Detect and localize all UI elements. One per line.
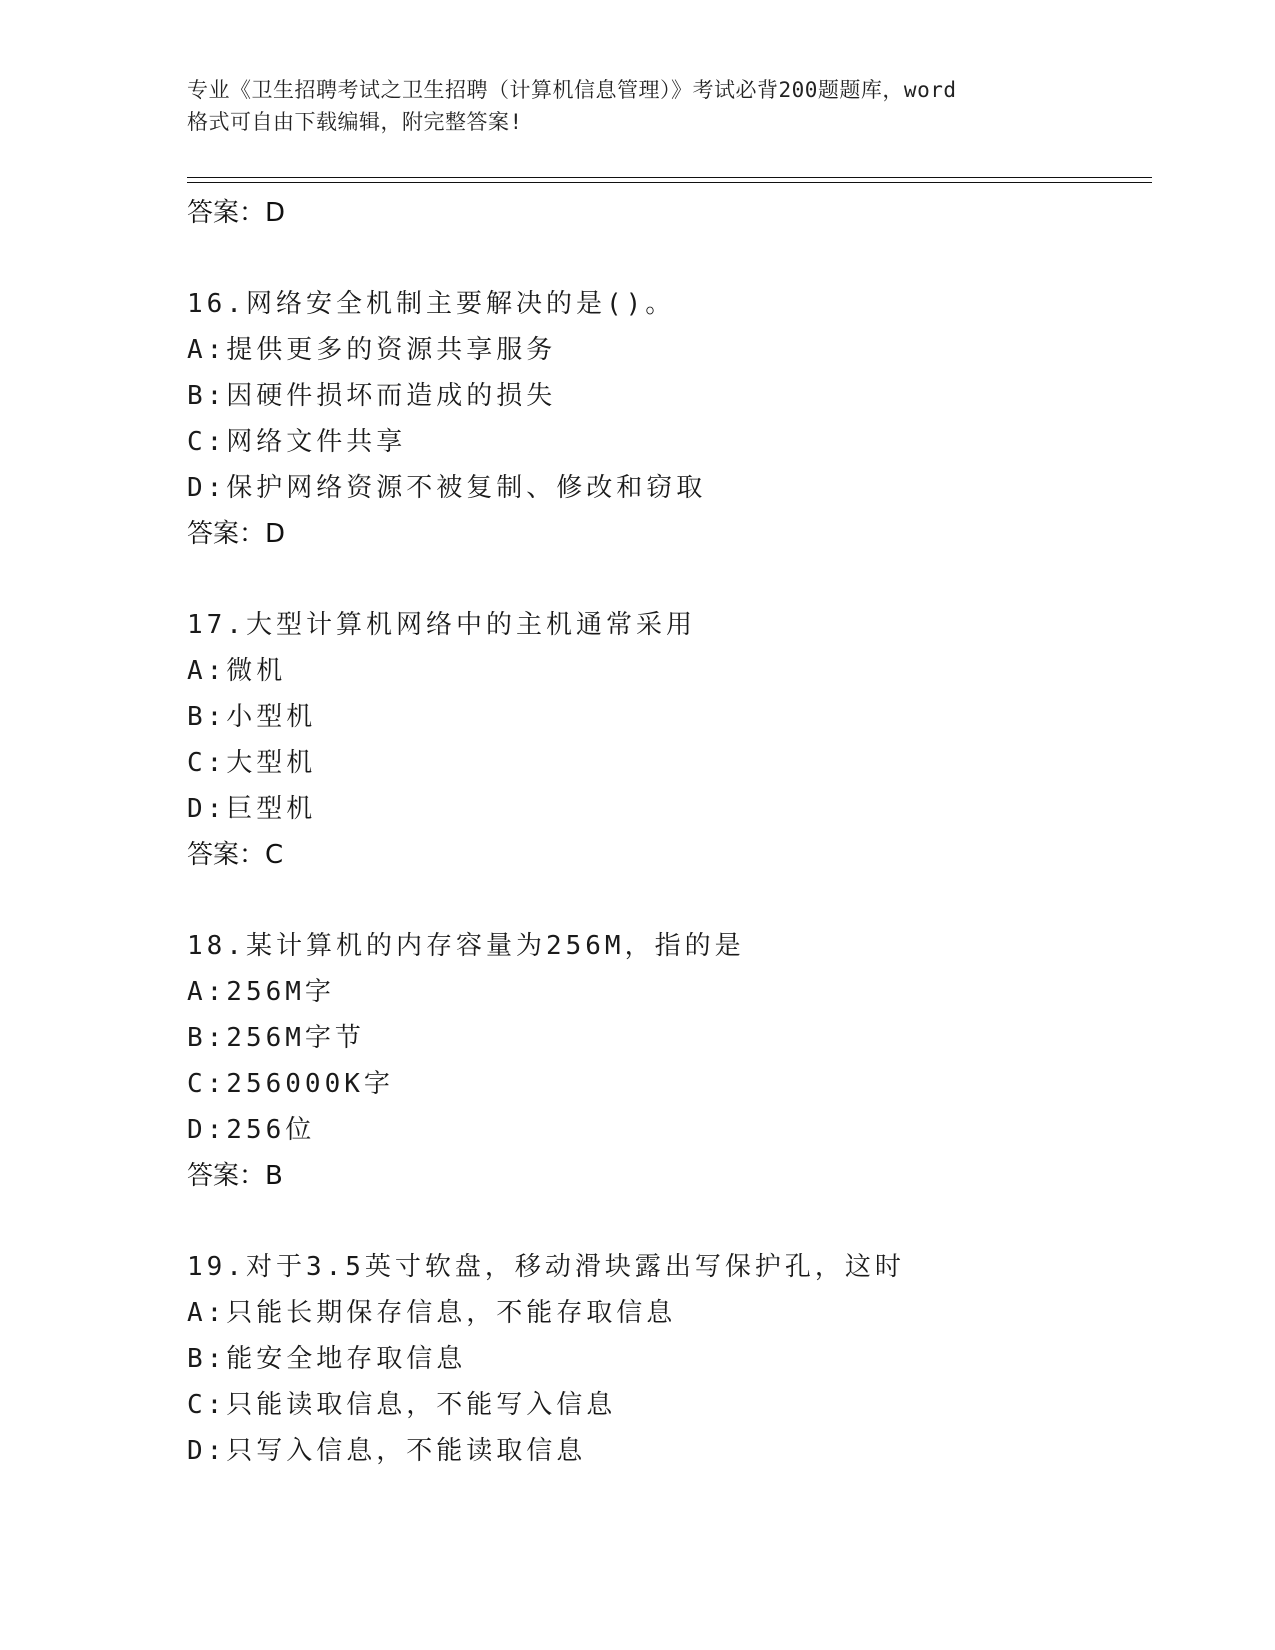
header-line-1: 专业《卫生招聘考试之卫生招聘（计算机信息管理）》考试必背200题题库，word [187,78,957,102]
question-title: 16.网络安全机制主要解决的是()。 [187,289,676,319]
document-header [187,74,1087,138]
question-title: 19.对于3.5英寸软盘，移动滑块露出写保护孔，这时 [187,1252,905,1282]
option-d: D:保护网络资源不被复制、修改和窃取 [187,473,707,503]
option-b: B:256M字节 [187,1023,365,1053]
spacer [187,236,1147,281]
option-b: B:因硬件损坏而造成的损失 [187,381,557,411]
question-block [187,923,1147,1199]
header-rule-top [187,177,1152,178]
answer-label: 答案：D [187,198,286,228]
question-title: 17.大型计算机网络中的主机通常采用 [187,610,696,640]
option-d: D:只写入信息，不能读取信息 [187,1436,587,1466]
option-d: D:巨型机 [187,794,317,824]
option-c: C:只能读取信息，不能写入信息 [187,1390,617,1420]
option-c: C:网络文件共享 [187,427,407,457]
option-a: A:微机 [187,656,287,686]
question-block [187,281,1147,557]
option-a: A:256M字 [187,977,335,1007]
spacer [187,878,1147,923]
question-block [187,602,1147,878]
option-c: C:256000K字 [187,1069,394,1099]
answer-label: 答案：C [187,840,284,870]
option-a: A:只能长期保存信息，不能存取信息 [187,1298,677,1328]
question-title: 18.某计算机的内存容量为256M，指的是 [187,931,745,961]
spacer [187,557,1147,602]
answer-label: 答案：D [187,519,286,549]
spacer [187,1199,1147,1244]
option-a: A:提供更多的资源共享服务 [187,335,557,365]
option-c: C:大型机 [187,748,317,778]
option-b: B:能安全地存取信息 [187,1344,467,1374]
question-list [187,190,1147,1474]
question-block [187,1244,1147,1474]
header-rule-bottom [187,182,1152,183]
answer-label: 答案：B [187,1161,283,1191]
option-d: D:256位 [187,1115,316,1145]
option-b: B:小型机 [187,702,317,732]
header-line-2: 格式可自由下载编辑，附完整答案! [187,110,523,134]
